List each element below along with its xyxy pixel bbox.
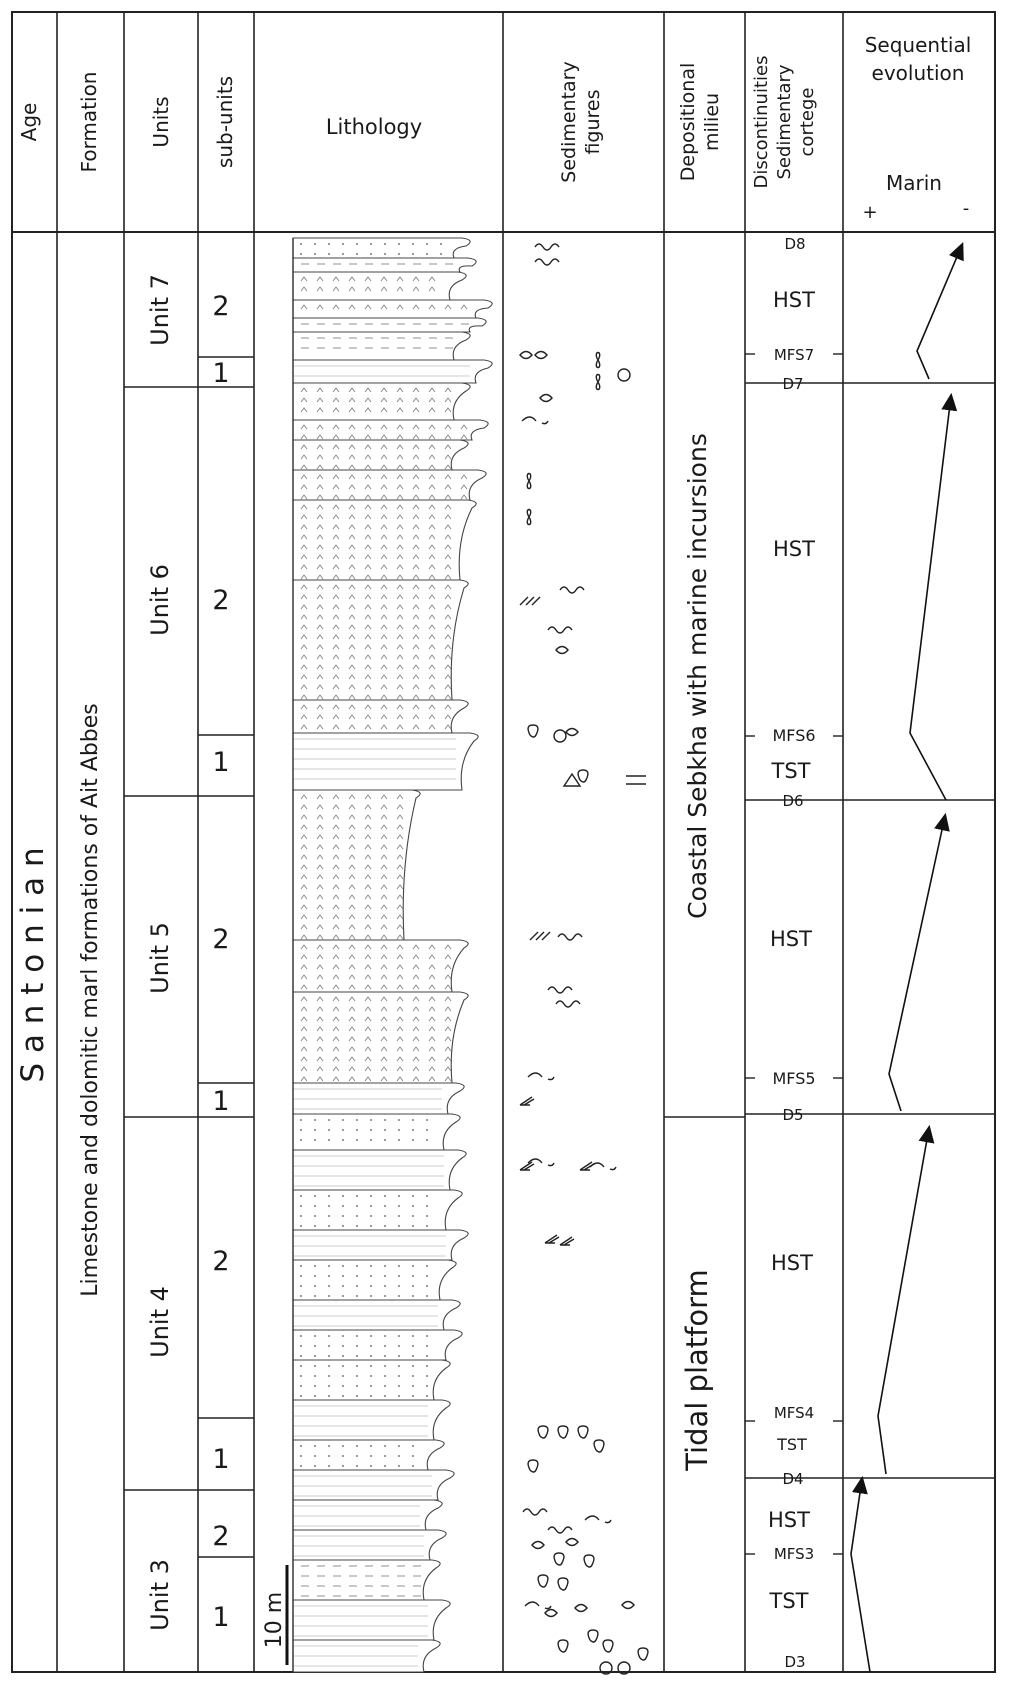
formation-label: Limestone and dolomitic marl formations of Ait Abbes bbox=[78, 703, 103, 1297]
header-units: Units bbox=[149, 96, 173, 148]
sub-unit-u5-1: 1 bbox=[212, 1086, 230, 1117]
sub-unit-u7-2: 2 bbox=[212, 291, 230, 322]
cortege-hst7: HST bbox=[773, 288, 815, 312]
header-disc-2: Sedimentary bbox=[774, 64, 795, 180]
unit-4-label: Unit 4 bbox=[146, 1286, 174, 1358]
mfs-5: MFS5 bbox=[772, 1069, 816, 1088]
unit-3-label: Unit 3 bbox=[146, 1559, 174, 1631]
unit-6-label: Unit 6 bbox=[146, 564, 174, 636]
age-label: S a n t o n i a n bbox=[15, 847, 51, 1083]
mfs-4: MFS4 bbox=[773, 1404, 815, 1422]
milieu-coastal-sebkha: Coastal Sebkha with marine incursions bbox=[683, 433, 712, 919]
disc-d4: D4 bbox=[782, 1470, 804, 1488]
sedimentary-figures bbox=[520, 244, 648, 1674]
disc-d6: D6 bbox=[782, 792, 804, 810]
header-formation: Formation bbox=[77, 71, 101, 173]
header-plus: + bbox=[862, 202, 878, 223]
disc-d7: D7 bbox=[782, 375, 804, 393]
cortege-tst3: TST bbox=[769, 1589, 809, 1613]
mfs-7: MFS7 bbox=[773, 346, 815, 364]
sequence-curve-5 bbox=[889, 816, 945, 1111]
sequence-curve-6 bbox=[910, 396, 951, 800]
scale-label: 10 m bbox=[262, 1591, 287, 1649]
cortege-tst4: TST bbox=[777, 1435, 807, 1454]
header-age: Age bbox=[17, 102, 41, 142]
disc-d8: D8 bbox=[784, 235, 806, 253]
cortege-hst3: HST bbox=[768, 1508, 810, 1532]
sub-unit-u7-1: 1 bbox=[212, 358, 230, 389]
header-marin: Marin bbox=[886, 171, 942, 195]
sub-unit-u5-2: 2 bbox=[212, 924, 230, 955]
cortege-hst5: HST bbox=[770, 927, 812, 951]
mfs-3: MFS3 bbox=[773, 1545, 815, 1563]
unit-boundaries bbox=[124, 357, 254, 1557]
cortege-hst6: HST bbox=[773, 537, 815, 561]
header-disc-1: Discontinuities bbox=[751, 55, 772, 189]
cortege-hst4: HST bbox=[771, 1251, 813, 1275]
sequence-curve-4 bbox=[878, 1128, 929, 1474]
sub-unit-u4-1: 1 bbox=[212, 1444, 230, 1475]
sub-unit-u3-1: 1 bbox=[212, 1602, 230, 1633]
mfs-ticks bbox=[745, 354, 843, 1554]
header-seq-1: Sequential bbox=[864, 33, 972, 57]
sub-unit-u6-1: 1 bbox=[212, 747, 230, 778]
unit-5-label: Unit 5 bbox=[146, 922, 174, 994]
header-depositional-2: milieu bbox=[701, 92, 723, 152]
milieu-tidal-platform: Tidal platform bbox=[680, 1269, 714, 1471]
mfs-6: MFS6 bbox=[772, 726, 816, 745]
header-disc-3: cortege bbox=[797, 87, 818, 157]
header-sed-figures-2: figures bbox=[582, 89, 604, 155]
sequence-curve-7 bbox=[917, 245, 962, 379]
header-lithology: Lithology bbox=[325, 115, 423, 139]
sub-unit-u3-2: 2 bbox=[212, 1521, 230, 1552]
header-sed-figures-1: Sedimentary bbox=[558, 61, 580, 183]
disc-d5: D5 bbox=[782, 1106, 804, 1124]
cortege-tst6: TST bbox=[771, 759, 811, 783]
header-minus: - bbox=[962, 198, 970, 219]
sub-unit-u6-2: 2 bbox=[212, 585, 230, 616]
header-seq-2: evolution bbox=[871, 61, 965, 85]
header-sub-units: sub-units bbox=[213, 75, 237, 169]
lithology-column bbox=[293, 238, 492, 1672]
sub-unit-u4-2: 2 bbox=[212, 1246, 230, 1277]
disc-d3: D3 bbox=[784, 1653, 806, 1671]
unit-7-label: Unit 7 bbox=[146, 274, 174, 346]
sequence-curve-3 bbox=[851, 1479, 870, 1672]
sequential-evolution-curves bbox=[851, 245, 962, 1672]
header-depositional-1: Depositional bbox=[677, 62, 699, 182]
